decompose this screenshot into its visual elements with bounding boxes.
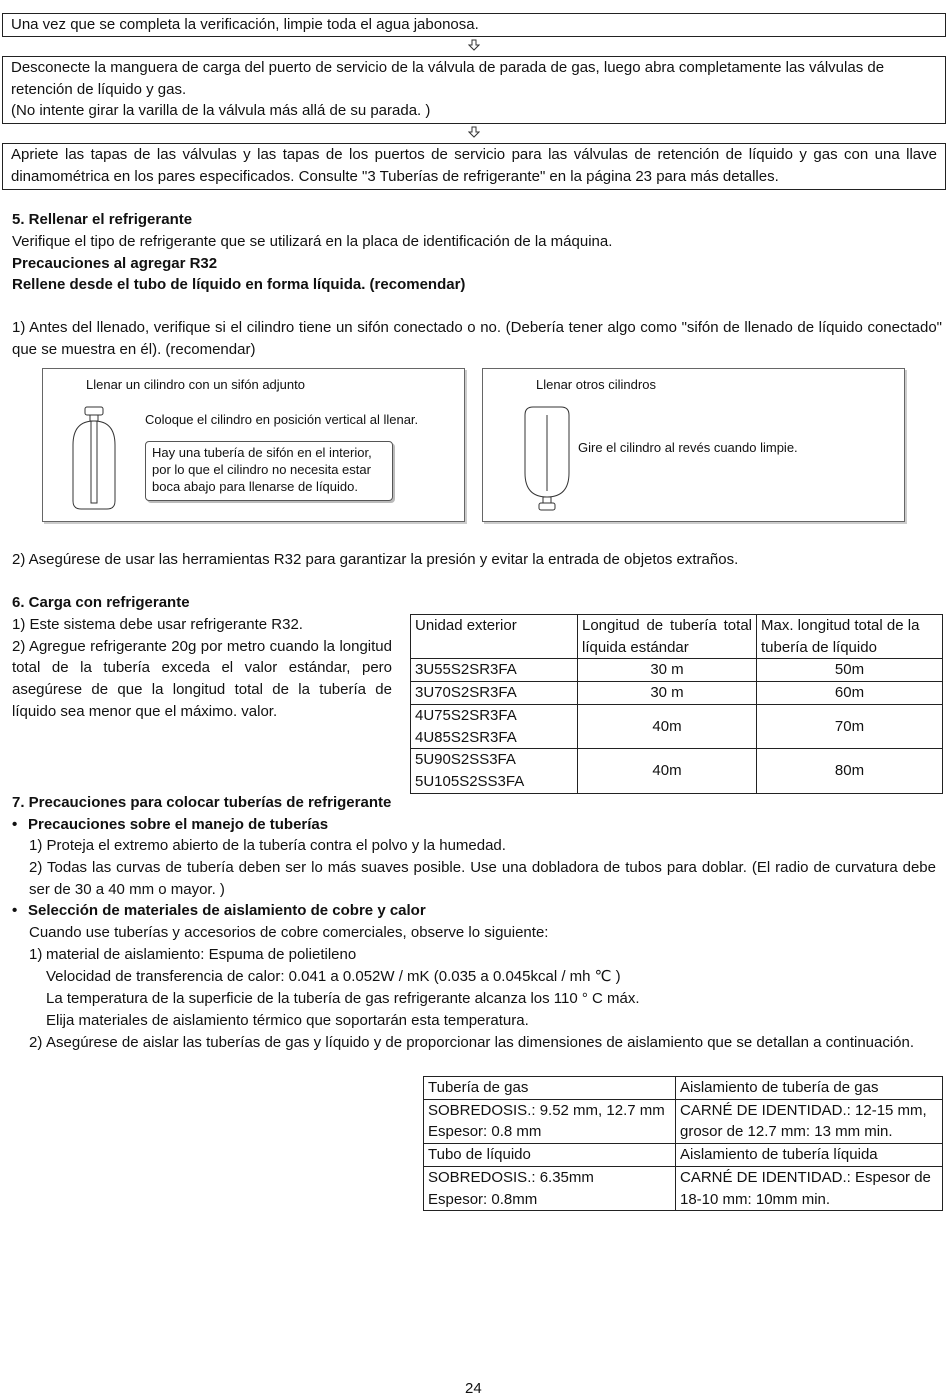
step-2-note: (No intente girar la varilla de la válvula más allá de su parada. ) [11,102,431,120]
table-cell: 70m [757,704,943,748]
materials-item-1-line-4: Elija materiales de aislamiento térmico que soportarán esta temperatura. [46,1012,529,1029]
table-cell: 3U55S2SR3FA [411,659,578,682]
table-cell: 4U75S2SR3FA 4U85S2SR3FA [411,704,578,748]
table-header-cell: Max. longitud total de la tubería de líquido [757,615,943,659]
step-box-2 [2,56,946,124]
table-row [424,1099,943,1143]
table-cell: 40m [578,749,757,793]
figure-left-note-box [145,441,393,501]
down-arrow-icon [468,39,480,51]
section-6-para: 1) Este sistema debe usar refrigerante R32. 2) Agregue refrigerante 20g por metro cuando la longitud total de la tubería exceda el valor estándar, pero asegúrese de que la longitud total de la tubería de líquido sea menor que el máximo. valor. [12,616,392,720]
table-row [411,749,943,793]
table-cell: 50m [757,659,943,682]
figure-siphon-cylinder [42,368,465,522]
table-cell: 60m [757,682,943,705]
table-row [424,1144,943,1167]
figure-left-note: Hay una tubería de sifón en el interior, por lo que el cilindro no necesita estar boca abajo para llenarse de líquido. [152,445,372,494]
table-cell: 80m [757,749,943,793]
section-5-heading: 5. Rellenar el refrigerante [12,211,193,228]
table-row [411,704,943,748]
materials-item-1-line-2: Velocidad de transferencia de calor: 0.041 a 0.052W / mK (0.035 a 0.045kcal / mh ℃ ) [46,968,621,985]
bullet-icon: • [12,816,18,833]
step-2-text: Desconecte la manguera de carga del puerto de servicio de la válvula de parada de gas, luego abra completamente las válvulas de retención de líquido y gas. [11,59,885,98]
bullet-heading-1 [12,814,328,836]
figure-left-instruction: Coloque el cilindro en posición vertical al llenar. [145,412,419,427]
step-box-1 [2,13,946,37]
precaution-title: Precauciones al agregar R32 [12,255,218,272]
handling-item-2: 2) Todas las curvas de tubería deben ser lo más suaves posible. Use una dobladora de tubos para doblar. (El radio de curvatura debe ser de 30 a 40 mm o mayor. ) [29,859,936,898]
precaution-subtitle: Rellene desde el tubo de líquido en forma líquida. (recomendar) [12,276,466,293]
step-3-text: Apriete las tapas de las válvulas y las tapas de los puertos de servicio para las válvulas de retención de líquido y gas con una llave dinamométrica en los pares especificados. Consulte "3 Tuberías de refrigerante" en la página 23 para más detalles. [11,146,937,185]
table-header-cell: Unidad exterior [411,615,578,659]
materials-item-2: Asegúrese de aislar las tuberías de gas y líquido y de proporcionar las dimensiones de aislamiento que se detallan a continuación. [46,1034,915,1051]
table-cell: 30 m [578,682,757,705]
table-header-cell: Longitud de tubería total líquida estándar [578,615,757,659]
upright-cylinder-icon [65,405,125,515]
figure-right-instruction: Gire el cilindro al revés cuando limpie. [578,440,798,455]
section-5-line: Verifique el tipo de refrigerante que se utilizará en la placa de identificación de la máquina. [12,233,613,250]
table-row [424,1077,943,1100]
table-row [411,659,943,682]
bullet-heading-2 [12,900,426,922]
table-cell: 5U90S2SS3FA 5U105S2SS3FA [411,749,578,793]
section-6-heading: 6. Carga con refrigerante [12,594,190,611]
table-cell: Aislamiento de tubería líquida [676,1144,943,1167]
section-5-item-2: 2) Asegúrese de usar las herramientas R32 para garantizar la presión y evitar la entrada de objetos extraños. [12,551,739,568]
bullet-heading-2-text: Selección de materiales de aislamiento de cobre y calor [28,902,426,919]
materials-item-1: material de aislamiento: Espuma de polietileno [46,946,357,963]
table-cell: Aislamiento de tubería de gas [676,1077,943,1100]
inverted-cylinder-icon [517,403,577,513]
down-arrow-icon [468,126,480,138]
pipe-length-table [410,614,943,794]
materials-item-2-num: 2) [29,1034,43,1051]
table-cell: Tubería de gas [424,1077,676,1100]
bullet-icon: • [12,902,18,919]
table-row [424,1166,943,1210]
page-number: 24 [465,1380,482,1397]
materials-item-1-line-3: La temperatura de la superficie de la tubería de gas refrigerante alcanza los 110 ° C máx. [46,990,640,1007]
table-row [411,682,943,705]
figure-left-title: Llenar un cilindro con un sifón adjunto [86,377,305,392]
section-5-item-1: 1) Antes del llenado, verifique si el cilindro tiene un sifón conectado o no. (Debería tener algo como "sifón de llenado de líquido conectado" que se muestra en él). (recomendar) [12,319,942,358]
table-cell: SOBREDOSIS.: 9.52 mm, 12.7 mm Espesor: 0.8 mm [424,1099,676,1143]
figure-right-title: Llenar otros cilindros [536,377,656,392]
section-7-heading: 7. Precauciones para colocar tuberías de refrigerante [12,794,392,811]
table-cell: 30 m [578,659,757,682]
table-cell: 40m [578,704,757,748]
table-cell: CARNÉ DE IDENTIDAD.: 12-15 mm, grosor de 12.7 mm: 13 mm min. [676,1099,943,1143]
step-1-text: Una vez que se completa la verificación, limpie toda el agua jabonosa. [11,16,479,33]
table-cell: SOBREDOSIS.: 6.35mm Espesor: 0.8mm [424,1166,676,1210]
materials-intro: Cuando use tuberías y accesorios de cobre comerciales, observe lo siguiente: [29,924,549,941]
step-box-3 [2,143,946,190]
figure-other-cylinder [482,368,905,522]
insulation-table [423,1076,943,1211]
table-cell: Tubo de líquido [424,1144,676,1167]
materials-item-1-num: 1) [29,946,43,963]
handling-item-1: 1) Proteja el extremo abierto de la tubería contra el polvo y la humedad. [29,837,506,854]
table-cell: 3U70S2SR3FA [411,682,578,705]
table-cell: CARNÉ DE IDENTIDAD.: Espesor de 18-10 mm: 10mm min. [676,1166,943,1210]
table-header-row [411,615,943,659]
bullet-heading-1-text: Precauciones sobre el manejo de tuberías [28,816,329,833]
